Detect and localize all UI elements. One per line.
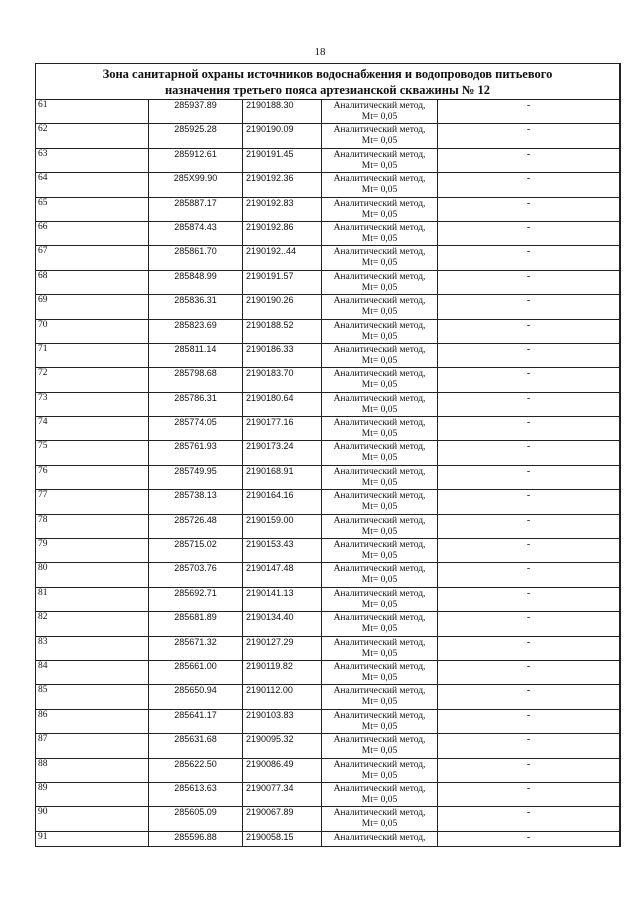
method-text: Аналитический метод, bbox=[333, 491, 426, 502]
point-number-cell: 91 bbox=[36, 832, 149, 846]
accuracy-text: Mt= 0,05 bbox=[361, 404, 398, 415]
accuracy-text: Mt= 0,05 bbox=[361, 380, 398, 391]
table-title bbox=[36, 64, 619, 100]
point-number-cell: 64 bbox=[36, 173, 149, 196]
table-row bbox=[36, 368, 619, 392]
method-text: Аналитический метод, bbox=[333, 540, 426, 551]
note-cell: - bbox=[526, 100, 531, 111]
table-row bbox=[36, 271, 619, 295]
method-text: Аналитический метод, bbox=[333, 783, 426, 794]
method-text: Аналитический метод, bbox=[333, 613, 426, 624]
method-text: Аналитический метод, bbox=[333, 320, 426, 331]
accuracy-text: Mt= 0,05 bbox=[361, 209, 398, 220]
y-coordinate-cell: 2190147.48 bbox=[243, 563, 322, 586]
y-coordinate-cell: 2190180.64 bbox=[243, 393, 322, 416]
table-row bbox=[36, 198, 619, 222]
y-coordinate-cell: 2190153.43 bbox=[243, 539, 322, 562]
accuracy-text: Mt= 0,05 bbox=[361, 672, 398, 683]
method-text: Аналитический метод, bbox=[333, 637, 426, 648]
accuracy-text: Mt= 0,05 bbox=[361, 112, 398, 122]
note-cell: - bbox=[526, 124, 531, 136]
method-cell bbox=[322, 222, 438, 245]
x-coordinate-cell: 285874.43 bbox=[149, 222, 243, 245]
method-cell bbox=[322, 661, 438, 684]
method-text: Аналитический метод, bbox=[333, 149, 426, 160]
method-text: Аналитический метод, bbox=[333, 759, 426, 770]
accuracy-text: Mt= 0,05 bbox=[361, 575, 398, 586]
x-coordinate-cell: 285631.68 bbox=[149, 734, 243, 757]
table-row bbox=[36, 588, 619, 612]
method-text: Аналитический метод, bbox=[333, 515, 426, 526]
accuracy-text: Mt= 0,05 bbox=[361, 794, 398, 805]
x-coordinate-cell: 285738.13 bbox=[149, 490, 243, 513]
x-coordinate-cell: 285912.61 bbox=[149, 149, 243, 172]
accuracy-text: Mt= 0,05 bbox=[361, 331, 398, 342]
method-cell bbox=[322, 612, 438, 635]
point-number-cell: 65 bbox=[36, 198, 149, 221]
method-text: Аналитический метод, bbox=[333, 222, 426, 233]
accuracy-text: Mt= 0,05 bbox=[361, 282, 398, 293]
note-cell: - bbox=[526, 368, 531, 380]
method-cell bbox=[322, 515, 438, 538]
point-number-cell: 75 bbox=[36, 441, 149, 464]
table-row bbox=[36, 612, 619, 636]
method-cell bbox=[322, 637, 438, 660]
table-row bbox=[36, 539, 619, 563]
table-row bbox=[36, 637, 619, 661]
method-cell bbox=[322, 295, 438, 318]
accuracy-text: Mt= 0,05 bbox=[361, 819, 398, 830]
x-coordinate-cell: 285622.50 bbox=[149, 759, 243, 782]
note-cell: - bbox=[526, 636, 531, 648]
method-cell bbox=[322, 734, 438, 757]
point-number-cell: 88 bbox=[36, 759, 149, 782]
method-text: Аналитический метод, bbox=[333, 247, 426, 258]
x-coordinate-cell: 285661.00 bbox=[149, 661, 243, 684]
accuracy-text: Mt= 0,05 bbox=[361, 770, 398, 781]
y-coordinate-cell: 2190173.24 bbox=[243, 441, 322, 464]
x-coordinate-cell: 285605.09 bbox=[149, 807, 243, 830]
y-coordinate-cell: 2190141.13 bbox=[243, 588, 322, 611]
x-coordinate-cell: 285596.88 bbox=[149, 832, 243, 846]
method-cell bbox=[322, 344, 438, 367]
point-number-cell: 78 bbox=[36, 515, 149, 538]
method-cell bbox=[322, 588, 438, 611]
method-cell bbox=[322, 124, 438, 147]
table-row bbox=[36, 759, 619, 783]
point-number-cell: 80 bbox=[36, 563, 149, 586]
y-coordinate-cell: 2190127.29 bbox=[243, 637, 322, 660]
method-text: Аналитический метод, bbox=[333, 296, 426, 307]
x-coordinate-cell: 285848.99 bbox=[149, 271, 243, 294]
table-row bbox=[36, 490, 619, 514]
accuracy-text: Mt= 0,05 bbox=[361, 453, 398, 464]
note-cell: - bbox=[526, 148, 531, 160]
method-cell bbox=[322, 246, 438, 269]
note-cell: - bbox=[526, 685, 531, 697]
point-number-cell: 89 bbox=[36, 783, 149, 806]
point-number-cell: 86 bbox=[36, 710, 149, 733]
x-coordinate-cell: 285692.71 bbox=[149, 588, 243, 611]
note-cell: - bbox=[526, 782, 531, 794]
method-text: Аналитический метод, bbox=[333, 393, 426, 404]
note-cell: - bbox=[526, 246, 531, 258]
x-coordinate-cell: 285671.32 bbox=[149, 637, 243, 660]
point-number-cell: 85 bbox=[36, 685, 149, 708]
method-cell bbox=[322, 100, 438, 123]
note-cell: - bbox=[526, 441, 531, 453]
x-coordinate-cell: 285774.05 bbox=[149, 417, 243, 440]
x-coordinate-cell: 285786.31 bbox=[149, 393, 243, 416]
x-coordinate-cell: 285836.31 bbox=[149, 295, 243, 318]
table-row bbox=[36, 441, 619, 465]
point-number-cell: 69 bbox=[36, 295, 149, 318]
table-row bbox=[36, 344, 619, 368]
note-cell: - bbox=[526, 197, 531, 209]
method-cell bbox=[322, 490, 438, 513]
method-cell bbox=[322, 368, 438, 391]
y-coordinate-cell: 2190077.34 bbox=[243, 783, 322, 806]
method-text: Аналитический метод, bbox=[333, 466, 426, 477]
table-row bbox=[36, 124, 619, 148]
method-cell bbox=[322, 685, 438, 708]
x-coordinate-cell: 285X99.90 bbox=[149, 173, 243, 196]
method-text: Аналитический метод, bbox=[333, 832, 426, 843]
y-coordinate-cell: 2190183.70 bbox=[243, 368, 322, 391]
method-text: Аналитический метод, bbox=[333, 369, 426, 380]
y-coordinate-cell: 2190159.00 bbox=[243, 515, 322, 538]
method-text: Аналитический метод, bbox=[333, 125, 426, 136]
x-coordinate-cell: 285613.63 bbox=[149, 783, 243, 806]
table-row bbox=[36, 173, 619, 197]
x-coordinate-cell: 285798.68 bbox=[149, 368, 243, 391]
y-coordinate-cell: 2190119.82 bbox=[243, 661, 322, 684]
x-coordinate-cell: 285726.48 bbox=[149, 515, 243, 538]
y-coordinate-cell: 2190067.89 bbox=[243, 807, 322, 830]
method-cell bbox=[322, 832, 438, 846]
note-cell: - bbox=[526, 270, 531, 282]
accuracy-text: Mt= 0,05 bbox=[361, 136, 398, 147]
accuracy-text: Mt= 0,05 bbox=[361, 185, 398, 196]
table-row bbox=[36, 783, 619, 807]
point-number-cell: 82 bbox=[36, 612, 149, 635]
method-cell bbox=[322, 759, 438, 782]
point-number-cell: 63 bbox=[36, 149, 149, 172]
y-coordinate-cell: 2190191.45 bbox=[243, 149, 322, 172]
note-cell: - bbox=[526, 660, 531, 672]
table-body bbox=[36, 100, 619, 846]
table-row bbox=[36, 100, 619, 124]
table-row bbox=[36, 685, 619, 709]
point-number-cell: 70 bbox=[36, 320, 149, 343]
table-row bbox=[36, 222, 619, 246]
note-cell: - bbox=[526, 319, 531, 331]
note-cell: - bbox=[526, 539, 531, 551]
note-cell: - bbox=[526, 221, 531, 233]
note-cell: - bbox=[526, 612, 531, 624]
accuracy-text: Mt= 0,05 bbox=[361, 721, 398, 732]
x-coordinate-cell: 285703.76 bbox=[149, 563, 243, 586]
y-coordinate-cell: 2190058.15 bbox=[243, 832, 322, 846]
note-cell: - bbox=[526, 417, 531, 429]
method-cell bbox=[322, 466, 438, 489]
y-coordinate-cell: 2190086.49 bbox=[243, 759, 322, 782]
table-row bbox=[36, 710, 619, 734]
y-coordinate-cell: 2190112.00 bbox=[243, 685, 322, 708]
x-coordinate-cell: 285925.28 bbox=[149, 124, 243, 147]
accuracy-text: Mt= 0,05 bbox=[361, 551, 398, 562]
point-number-cell: 84 bbox=[36, 661, 149, 684]
y-coordinate-cell: 2190188.30 bbox=[243, 100, 322, 123]
point-number-cell: 81 bbox=[36, 588, 149, 611]
accuracy-text: Mt= 0,05 bbox=[361, 307, 398, 318]
x-coordinate-cell: 285681.89 bbox=[149, 612, 243, 635]
method-text: Аналитический метод, bbox=[333, 418, 426, 429]
x-coordinate-cell: 285650.94 bbox=[149, 685, 243, 708]
method-cell bbox=[322, 393, 438, 416]
y-coordinate-cell: 2190164.16 bbox=[243, 490, 322, 513]
table-row bbox=[36, 734, 619, 758]
method-cell bbox=[322, 807, 438, 830]
accuracy-text: Mt= 0,05 bbox=[361, 599, 398, 610]
accuracy-text: Mt= 0,05 bbox=[361, 648, 398, 659]
note-cell: - bbox=[526, 758, 531, 770]
method-text: Аналитический метод, bbox=[333, 271, 426, 282]
method-text: Аналитический метод, bbox=[333, 564, 426, 575]
point-number-cell: 61 bbox=[36, 100, 149, 123]
note-cell: - bbox=[526, 465, 531, 477]
y-coordinate-cell: 2190186.33 bbox=[243, 344, 322, 367]
point-number-cell: 77 bbox=[36, 490, 149, 513]
point-number-cell: 83 bbox=[36, 637, 149, 660]
note-cell: - bbox=[526, 587, 531, 599]
method-text: Аналитический метод, bbox=[333, 661, 426, 672]
y-coordinate-cell: 2190188.52 bbox=[243, 320, 322, 343]
accuracy-text: Mt= 0,05 bbox=[361, 502, 398, 513]
x-coordinate-cell: 285715.02 bbox=[149, 539, 243, 562]
x-coordinate-cell: 285861.70 bbox=[149, 246, 243, 269]
x-coordinate-cell: 285641.17 bbox=[149, 710, 243, 733]
table-row bbox=[36, 661, 619, 685]
method-cell bbox=[322, 563, 438, 586]
accuracy-text: Mt= 0,05 bbox=[361, 624, 398, 635]
y-coordinate-cell: 2190190.26 bbox=[243, 295, 322, 318]
point-number-cell: 62 bbox=[36, 124, 149, 147]
point-number-cell: 73 bbox=[36, 393, 149, 416]
y-coordinate-cell: 2190168.91 bbox=[243, 466, 322, 489]
table-row bbox=[36, 807, 619, 831]
point-number-cell: 72 bbox=[36, 368, 149, 391]
point-number-cell: 87 bbox=[36, 734, 149, 757]
method-cell bbox=[322, 149, 438, 172]
method-text: Аналитический метод, bbox=[333, 710, 426, 721]
note-cell: - bbox=[526, 392, 531, 404]
table-row bbox=[36, 246, 619, 270]
y-coordinate-cell: 2190095.32 bbox=[243, 734, 322, 757]
method-text: Аналитический метод, bbox=[333, 735, 426, 746]
accuracy-text: Mt= 0,05 bbox=[361, 258, 398, 269]
method-text: Аналитический метод, bbox=[333, 442, 426, 453]
method-text: Аналитический метод, bbox=[333, 174, 426, 185]
method-text: Аналитический метод, bbox=[333, 686, 426, 697]
method-text: Аналитический метод, bbox=[333, 588, 426, 599]
y-coordinate-cell: 2190103.83 bbox=[243, 710, 322, 733]
note-cell: - bbox=[526, 514, 531, 526]
point-number-cell: 66 bbox=[36, 222, 149, 245]
coordinates-table bbox=[35, 63, 621, 847]
note-cell: - bbox=[526, 343, 531, 355]
point-number-cell: 90 bbox=[36, 807, 149, 830]
y-coordinate-cell: 2190191.57 bbox=[243, 271, 322, 294]
accuracy-text: Mt= 0,05 bbox=[361, 233, 398, 244]
x-coordinate-cell: 285811.14 bbox=[149, 344, 243, 367]
accuracy-text: Mt= 0,05 bbox=[361, 160, 398, 171]
x-coordinate-cell: 285749.95 bbox=[149, 466, 243, 489]
x-coordinate-cell: 285761.93 bbox=[149, 441, 243, 464]
method-cell bbox=[322, 441, 438, 464]
method-cell bbox=[322, 198, 438, 221]
method-text: Аналитический метод, bbox=[333, 808, 426, 819]
y-coordinate-cell: 2190134.40 bbox=[243, 612, 322, 635]
x-coordinate-cell: 285823.69 bbox=[149, 320, 243, 343]
accuracy-text: Mt= 0,05 bbox=[361, 477, 398, 488]
note-cell: - bbox=[526, 807, 531, 819]
accuracy-text: Mt= 0,05 bbox=[361, 697, 398, 708]
table-row bbox=[36, 832, 619, 846]
table-row bbox=[36, 515, 619, 539]
method-cell bbox=[322, 271, 438, 294]
x-coordinate-cell: 285887.17 bbox=[149, 198, 243, 221]
point-number-cell: 79 bbox=[36, 539, 149, 562]
y-coordinate-cell: 2190192.86 bbox=[243, 222, 322, 245]
y-coordinate-cell: 2190192.83 bbox=[243, 198, 322, 221]
table-row bbox=[36, 417, 619, 441]
method-cell bbox=[322, 539, 438, 562]
x-coordinate-cell: 285937.89 bbox=[149, 100, 243, 123]
note-cell: - bbox=[526, 490, 531, 502]
method-cell bbox=[322, 783, 438, 806]
method-cell bbox=[322, 417, 438, 440]
accuracy-text: Mt= 0,05 bbox=[361, 746, 398, 757]
note-cell: - bbox=[526, 563, 531, 575]
table-row bbox=[36, 563, 619, 587]
method-text: Аналитический метод, bbox=[333, 101, 426, 111]
accuracy-text: Mt= 0,05 bbox=[361, 429, 398, 440]
point-number-cell: 74 bbox=[36, 417, 149, 440]
note-cell: - bbox=[526, 709, 531, 721]
point-number-cell: 71 bbox=[36, 344, 149, 367]
table-row bbox=[36, 466, 619, 490]
method-text: Аналитический метод, bbox=[333, 198, 426, 209]
table-row bbox=[36, 320, 619, 344]
table-title-line1: Зона санитарной охраны источников водоснабжения и водопроводов питьевого bbox=[102, 67, 553, 81]
accuracy-text: Mt= 0,05 bbox=[361, 526, 398, 537]
point-number-cell: 67 bbox=[36, 246, 149, 269]
note-cell: - bbox=[526, 173, 531, 185]
page-number: 18 bbox=[314, 46, 326, 58]
accuracy-text: Mt= 0,05 bbox=[361, 355, 398, 366]
table-row bbox=[36, 149, 619, 173]
table-title-line2: назначения третьего пояса артезианской скважины № 12 bbox=[164, 83, 491, 97]
note-cell: - bbox=[526, 295, 531, 307]
y-coordinate-cell: 2190190.09 bbox=[243, 124, 322, 147]
note-cell: - bbox=[526, 734, 531, 746]
method-text: Аналитический метод, bbox=[333, 344, 426, 355]
y-coordinate-cell: 2190177.16 bbox=[243, 417, 322, 440]
method-cell bbox=[322, 710, 438, 733]
y-coordinate-cell: 2190192..44 bbox=[243, 246, 322, 269]
method-cell bbox=[322, 173, 438, 196]
table-row bbox=[36, 295, 619, 319]
note-cell: - bbox=[526, 831, 531, 843]
point-number-cell: 76 bbox=[36, 466, 149, 489]
method-cell bbox=[322, 320, 438, 343]
y-coordinate-cell: 2190192.36 bbox=[243, 173, 322, 196]
point-number-cell: 68 bbox=[36, 271, 149, 294]
table-row bbox=[36, 393, 619, 417]
